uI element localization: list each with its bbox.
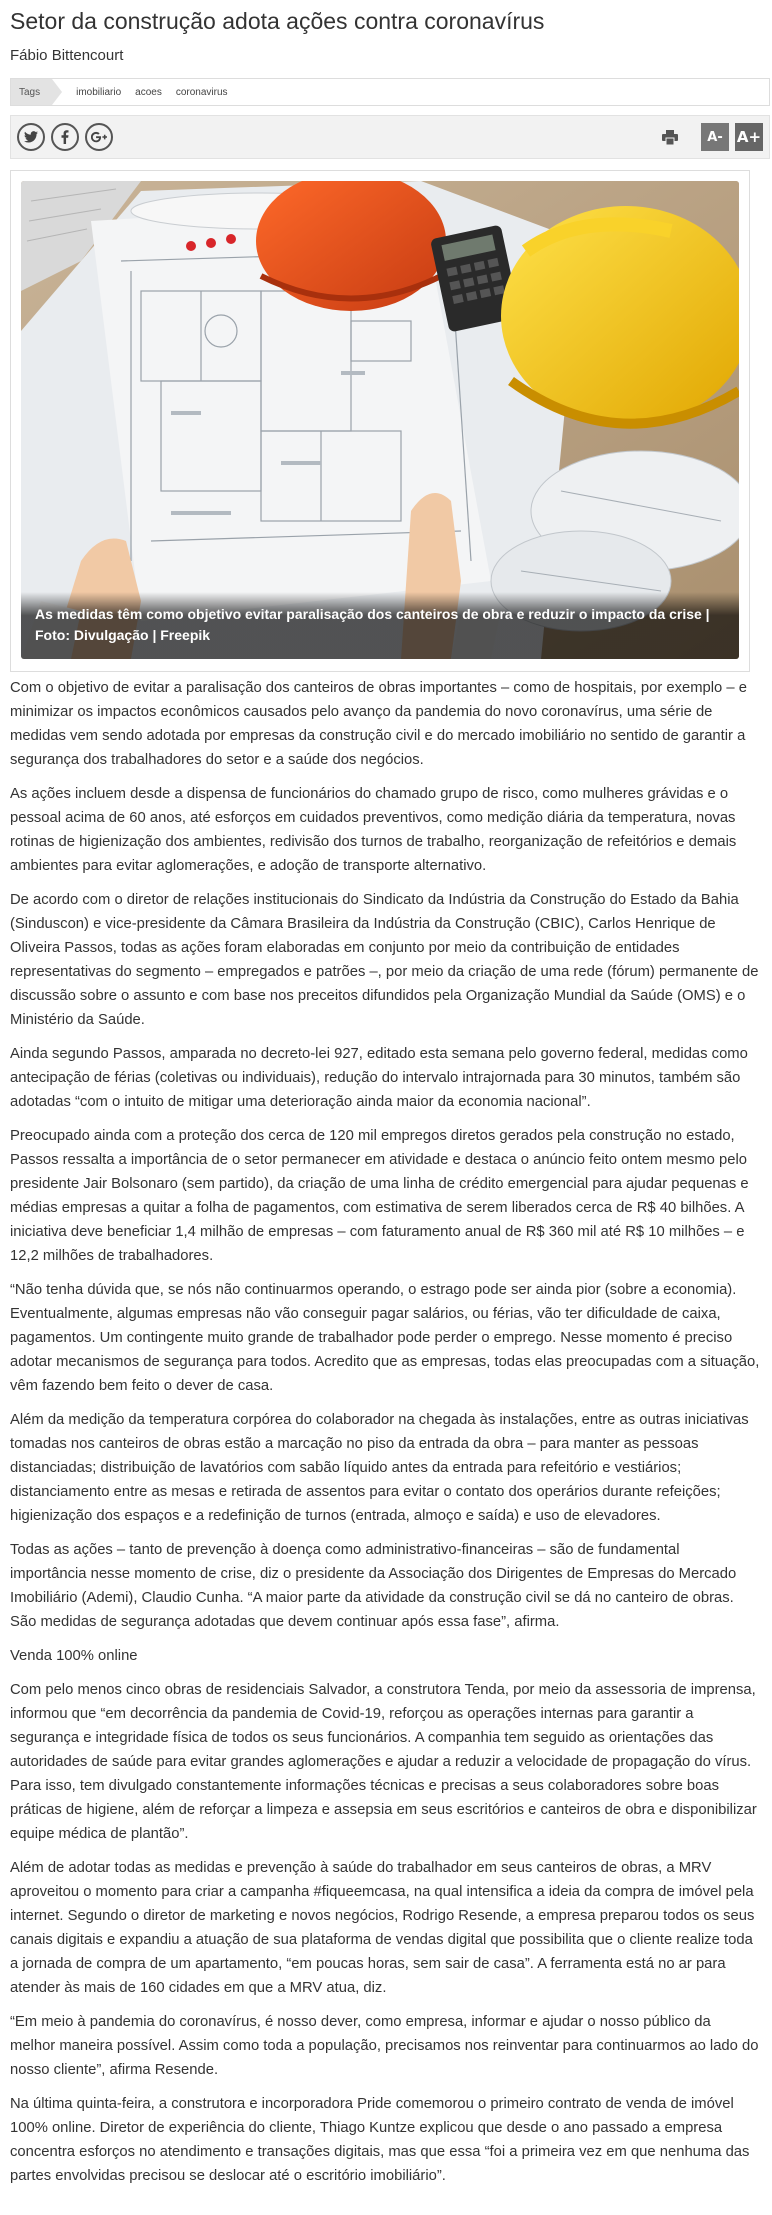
tag-imobiliario[interactable]: imobiliario (76, 86, 122, 98)
tags-bar (10, 78, 770, 106)
construction-plans-illustration (21, 181, 739, 659)
font-decrease-button[interactable]: A- (701, 123, 729, 151)
article-figure (10, 170, 750, 672)
paragraph: Ainda segundo Passos, amparada no decreto-lei 927, editado esta semana pelo governo federal, medidas como antecipação de férias (coletivas ou individuais), redução do intervalo intrajornada para 30 minutos, também são adotadas “com o intuito de mitigar uma deterioração ainda maior da economia nacional”. (10, 1046, 748, 1110)
print-icon[interactable] (659, 127, 681, 147)
twitter-icon[interactable] (17, 123, 45, 151)
article-container (10, 0, 770, 2188)
paragraph: “Não tenha dúvida que, se nós não continuarmos operando, o estrago pode ser ainda pior (sobre a economia). Eventualmente, algumas empresas não vão conseguir pagar salários, ou férias, vão ter dificuldade de caixa, pagamentos. Um contingente muito grande de trabalhador pode perder o emprego. Nesse momento é preciso adotar mecanismos de segurança para todos. Acredito que as empresas, todas elas preocupadas com a situação, vêm fazendo bem feito o dever de casa. (10, 1282, 760, 1394)
paragraph: Além da medição da temperatura corpórea do colaborador na chegada às instalações, entre as outras iniciativas tomadas nos canteiros de obras estão a marcação no piso da entrada da obra – para manter as pessoas distanciadas; distribuição de lavatórios com sabão líquido antes da entrada para refeitório e vestiários; distanciamento entre as mesas e retirada de assentos para evitar o contato dos operários durante refeições; higienização dos espaços e a redefinição de turnos (entrada, almoço e saída) e uso de elevadores. (10, 1412, 749, 1524)
article-photo (21, 181, 739, 659)
paragraph: As ações incluem desde a dispensa de funcionários do chamado grupo de risco, como mulheres grávidas e o pessoal acima de 60 anos, até esforços em cuidados preventivos, como medição diária da temperatura, novas rotinas de higienização dos ambientes, redivisão dos turnos de trabalho, reorganização de refeitórios e demais ambientes para evitar aglomerações, e adoção de transporte alternativo. (10, 786, 737, 874)
article-body (10, 676, 760, 2188)
paragraph: De acordo com o diretor de relações institucionais do Sindicato da Indústria da Construção do Estado da Bahia (Sinduscon) e vice-presidente da Câmara Brasileira da Indústria da Construção (CBIC), Carlos Henrique de Oliveira Passos, todas as ações foram elaboradas em conjunto por meio da contribuição de entidades representativas do segmento – empregados e patrões –, por meio da criação de uma rede (fórum) permanente de discussão sobre o assunto e com base nos preceitos difundidos pela Organização Mundial da Saúde (OMS) e o Ministério da Saúde. (10, 892, 759, 1028)
paragraph: Preocupado ainda com a proteção dos cerca de 120 mil empregos diretos gerados pela construção no estado, Passos ressalta a importância de o setor permanecer em atividade e destaca o anúncio feito ontem mesmo pelo presidente Jair Bolsonaro (sem partido), da criação de uma linha de crédito emergencial para ajudar pequenas e médias empresas a quitar a folha de pagamentos, com estimativa de serem liberados cerca de R$ 40 bilhões. A iniciativa deve beneficiar 1,4 milhão de empresas – com faturamento anual de R$ 360 mil até R$ 10 milhões – e 12,2 milhões de trabalhadores. (10, 1128, 749, 1264)
paragraph: Com pelo menos cinco obras de residenciais Salvador, a construtora Tenda, por meio da assessoria de imprensa, informou que “em decorrência da pandemia de Covid-19, reforçou as operações internas para garantir a segurança e integridade física de todos os seus funcionários. A companhia tem seguido as orientações das autoridades de saúde para evitar grandes aglomerações e ajudar a reduzir a velocidade de propagação do vírus. Para isso, tem divulgado constantemente informações técnicas e precisas a seus colaboradores sobre boas práticas de higiene, além de reforçar a limpeza e assepsia em seus escritórios e canteiros de obra e disponibilizar equipe médica de plantão”. (10, 1682, 757, 1842)
paragraph: Na última quinta-feira, a construtora e incorporadora Pride comemorou o primeiro contrato de venda de imóvel 100% online. Diretor de experiência do cliente, Thiago Kuntze explicou que desde o ano passado a empresa concentra esforços no atendimento e transações digitais, mas que essa “foi a primeira vez em que nenhuma das partes envolvidas precisou se deslocar até o escritório imobiliário”. (10, 2096, 750, 2184)
share-toolbar (10, 115, 770, 159)
tag-acoes[interactable]: acoes (135, 86, 162, 98)
paragraph: Além de adotar todas as medidas e prevenção à saúde do trabalhador em seus canteiros de obras, a MRV aproveitou o momento para criar a campanha #fiqueemcasa, na qual intensifica a ideia da compra de imóvel pela internet. Segundo o diretor de marketing e novos negócios, Rodrigo Resende, a empresa preparou todos os seus canais digitais e expandiu a atuação de sua plataforma de vendas digital que possibilita que o cliente realize toda a jornada de compra de um apartamento, “em poucas horas, sem sair de casa”. A ferramenta está no ar para atender às mais de 160 cidades em que a MRV atua, diz. (10, 1860, 755, 1996)
facebook-icon[interactable] (51, 123, 79, 151)
tags-label: Tags (11, 79, 52, 105)
google-plus-icon[interactable] (85, 123, 113, 151)
tag-coronavirus[interactable]: coronavirus (175, 86, 228, 98)
paragraph: “Em meio à pandemia do coronavírus, é nosso dever, como empresa, informar e ajudar o nosso público da melhor maneira possível. Assim como toda a população, precisamos nos reinventar para continuarmos ao lado do nosso cliente”, afirma Resende. (10, 2014, 759, 2078)
image-caption: As medidas têm como objetivo evitar paralisação dos canteiros de obra e reduzir o impacto da crise | Foto: Divulgação | Freepik (21, 592, 739, 659)
font-increase-button[interactable]: A+ (735, 123, 763, 151)
section-subheading: Venda 100% online (10, 1648, 138, 1664)
page-title: Setor da construção adota ações contra coronavírus (10, 8, 545, 34)
author-name: Fábio Bittencourt (10, 47, 124, 64)
paragraph: Com o objetivo de evitar a paralisação dos canteiros de obras importantes – como de hospitais, por exemplo – e minimizar os impactos econômicos causados pelo avanço da pandemia do novo coronavírus, uma série de medidas vem sendo adotada por empresas da construção civil e do mercado imobiliário no sentido de garantir a segurança dos trabalhadores do setor e a saúde dos negócios. (10, 680, 747, 768)
paragraph: Todas as ações – tanto de prevenção à doença como administrativo-financeiras – são de fundamental importância nesse momento de crise, diz o presidente da Associação dos Dirigentes de Empresas do Mercado Imobiliário (Ademi), Claudio Cunha. “A maior parte da atividade da construção civil se dá no canteiro de obras. São medidas de segurança adotadas que devem continuar após essa fase”, afirma. (10, 1542, 737, 1630)
